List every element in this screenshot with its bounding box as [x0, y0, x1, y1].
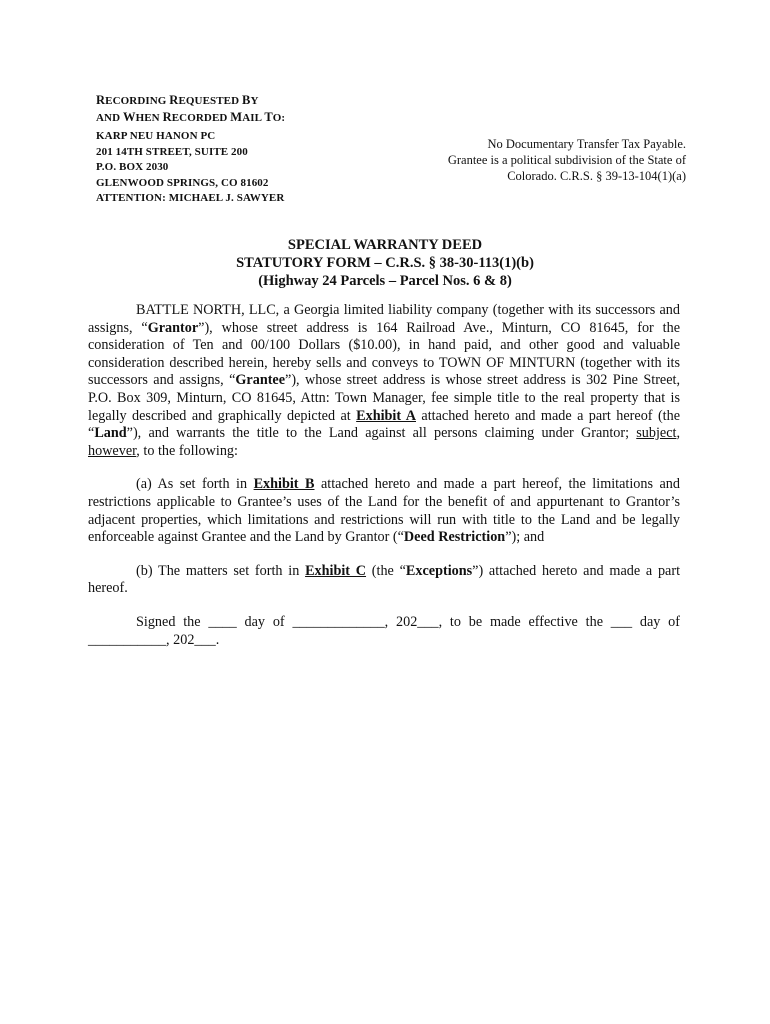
- exhibit-a-reference: Exhibit A: [356, 407, 416, 424]
- deed-restriction-term: Deed Restriction: [403, 529, 506, 546]
- signature-date-paragraph: Signed the ____ day of _____________, 202___, to be made effective the ___ day of ___________, 202___.: [88, 613, 680, 648]
- recording-requested-block: [96, 93, 285, 126]
- address-line: P.O. BOX 2030: [96, 161, 169, 173]
- land-term: Land: [94, 425, 127, 442]
- title-line-3: (Highway 24 Parcels – Parcel Nos. 6 & 8): [258, 273, 512, 289]
- tax-note-line: Grantee is a political subdivision of the State of: [447, 153, 686, 167]
- tax-note-line: Colorado. C.R.S. § 39-13-104(1)(a): [507, 169, 686, 183]
- recording-line-1: RECORDING REQUESTED BY: [96, 93, 259, 107]
- return-address-block: [96, 129, 284, 207]
- grantor-term: Grantor: [147, 319, 199, 336]
- deed-body: [88, 302, 680, 665]
- address-line: GLENWOOD SPRINGS, CO 81602: [96, 176, 269, 189]
- address-line: 201 14TH STREET, SUITE 200: [96, 145, 248, 158]
- exceptions-paragraph: (b) The matters set forth in Exhibit C (the “Exceptions”) attached hereto and made a part hereof.: [88, 562, 681, 597]
- title-line-1: SPECIAL WARRANTY DEED: [287, 237, 483, 253]
- exhibit-c-reference: Exhibit C: [305, 562, 367, 579]
- deed-restriction-paragraph: (a) As set forth in Exhibit B attached hereto and made a part hereof, the limitations and restrictions applicable to Grantee’s uses of the Land for the benefit of and appurtenant to Grantor’s adjacent properties, which limitations and restrictions will run with title to the Land and be legally enforceable against Grantee and the Land by Grantor (“Deed Restriction”); and: [88, 476, 680, 546]
- recording-line-2: AND WHEN RECORDED MAIL TO:: [96, 109, 286, 124]
- exhibit-b-reference: Exhibit B: [253, 476, 315, 493]
- exceptions-term: Exceptions: [405, 562, 473, 579]
- tax-note-line: No Documentary Transfer Tax Payable.: [487, 137, 686, 151]
- address-line: KARP NEU HANON PC: [96, 130, 216, 142]
- grant-paragraph: BATTLE NORTH, LLC, a Georgia limited liability company (together with its successors and assigns, “Grantor”), whose street address is 164 Railroad Ave., Minturn, CO 81645, for the consideration of Ten and 00/100 Dollars ($10.00), in hand paid, and other good and valuable consideration described herein, hereby sells and conveys to TOWN OF MINTURN (together with its successors and assigns, “Grantee”), whose street address is whose street address is 302 Pine Street, P.O. Box 309, Minturn, CO 81645, Attn: Town Manager, fee simple title to the real property that is legally described and graphically depicted at Exhibit A attached hereto and made a part hereof (the “Land”), and warrants the title to the Land against all persons claiming under Grantor; subject, however, to the following:: [88, 302, 681, 459]
- however-word: however: [88, 442, 137, 459]
- deed-title: [84, 236, 686, 290]
- transfer-tax-note: [386, 136, 686, 184]
- grantee-term: Grantee: [235, 372, 286, 389]
- address-line: ATTENTION: MICHAEL J. SAWYER: [96, 192, 285, 204]
- title-line-2: STATUTORY FORM – C.R.S. § 38-30-113(1)(b): [236, 255, 534, 271]
- subject-word: subject: [636, 425, 677, 442]
